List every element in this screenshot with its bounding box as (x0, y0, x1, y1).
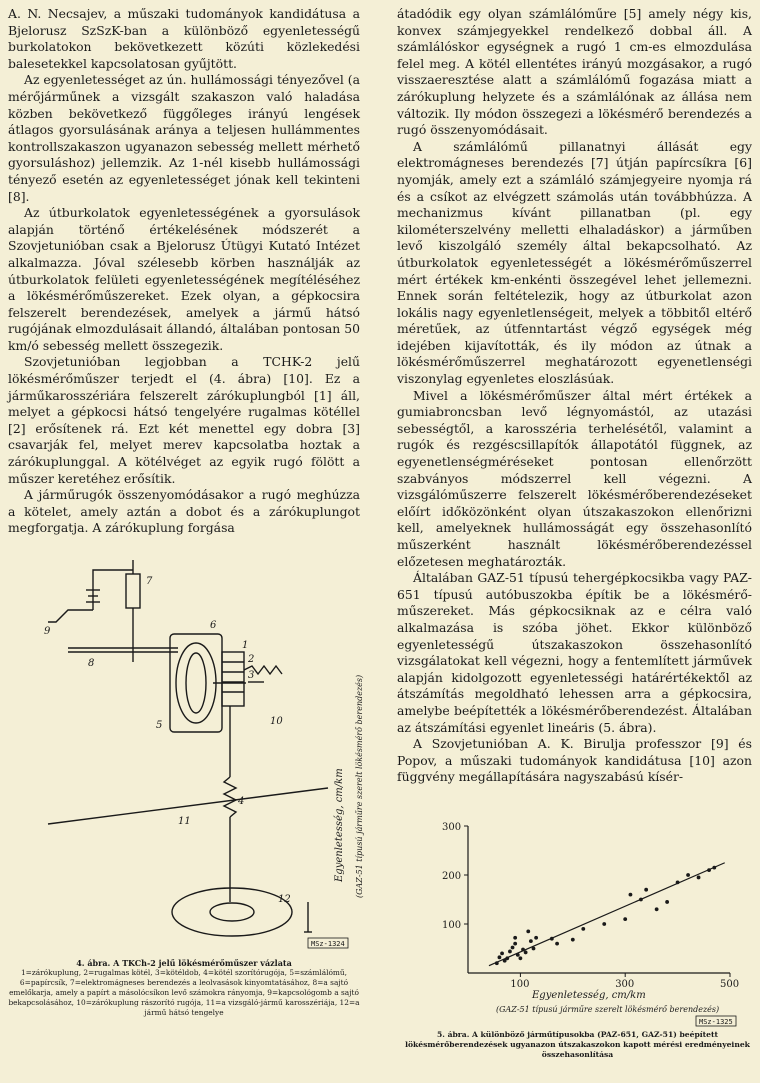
left-column (8, 6, 360, 537)
paragraph: A számlálómű pillanatnyi állását egy elektromágneses berendezés [7] útján papírcsíkra [6] nyomják, amely ezt a számláló számjegyeire nyomja rá és a csíkot az elvégzett számolás után továbbhúzza. A mechanizmus kívánt pillanatban (pl. egy kilométerszelvény melletti elhaladáskor) a járműben levő kiszolgáló személy által bekapcsolható. Az útburkolatok egyenletességét a lökésmérőműszerrel mért értékek km-enkénti összegével lehet jellemezni. Ennek során feltételezik, hogy az útburkolat azon lokális nagy egyenletlenségeit, melyek a többitől eltérő méretűek, az útfenntartást végző egységek még idejében kijavították, és ily módon az útnak a lökésmérőműszerrel meghatározott egyenetlenségi viszonylag egyenletes eloszlásúak. (397, 138, 752, 387)
data-point (500, 952, 504, 956)
label-11: 11 (178, 816, 191, 827)
paragraph: A. N. Necsajev, a műszaki tudományok kandidátusa a Bjelorusz SzSzK-ban a különböző egyenletességű burkolatokon bekövetkezett közúti közlekedési balesetekkel kapcsolatosan gyűjtött. (8, 6, 360, 71)
data-point (495, 961, 499, 965)
paragraph: átadódik egy olyan számlálóműre [5] amely négy kis, konvex számjegyekkel rendelkező dobbal áll. A számlálóskor egységnek a rugó 1 cm-es elmozdulása felel meg. A kötél ellentétes irányú mozgásakor, a rugó visszaeresztése alatt a számlálómű fogazása miatt a zárókuplung helyzete és a számlálónak az állása nem változik. Ily módon összegezi a lökésmérő berendezés a rugó összenyomódásait. (397, 6, 752, 138)
y-axis-sublabel: (GAZ-51 típusú járműre szerelt lökésmérő berendezés) (355, 674, 364, 898)
data-point (524, 951, 528, 955)
data-point (555, 942, 559, 946)
x-axis-label: Egyenletesség, cm/km (532, 990, 646, 1001)
x-axis-sublabel: (GAZ-51 típusú járműre szerelt lökésmérő berendezés) (496, 1005, 720, 1014)
label-4: 4 (238, 796, 245, 807)
data-point (516, 953, 520, 957)
data-point (686, 873, 690, 877)
data-point (521, 948, 525, 952)
figure-stamp: MSz-1324 (311, 940, 345, 948)
paragraph: Szovjetunióban legjobban a TCHK-2 jelű lökésmérőműszer terjedt el (4. ábra) [10]. Ez a járműkarosszériára felszerelt zárókuplungból [1] áll, melyet a gépkocsi hátsó tengelyére rugalmas kötéllel [2] erősítenek rá. Ezt két menettel egy dobra [3] csavarják fel, melyet merev kapcsolatba hoztak a zárókuplunggal. A kötélvéget az egyik rugó fölött a műszer keretéhez erősítik. (8, 354, 360, 486)
y-tick-label: 100 (442, 920, 462, 931)
data-point (665, 900, 669, 904)
x-tick-label: 500 (720, 979, 740, 990)
label-2: 2 (248, 654, 255, 665)
right-column (397, 6, 752, 786)
label-8: 8 (88, 658, 95, 669)
data-point (498, 955, 502, 959)
data-point (526, 929, 530, 933)
data-point (602, 922, 606, 926)
caption-title: 4. ábra. A TKCh-2 jelű lökésmérőműszer vázlata (76, 958, 292, 968)
paragraph: Általában GAZ-51 típusú tehergépkocsikba vagy PAZ-651 típusú autóbuszokba építik be a lökésmérő-műszereket. Más gépkocsiknak az e célra való alkalmazása is szóba jöhet. Ekkor különböző egyenletességű útszakaszokon összehasonlító vizsgálatokat kell végezni, hogy a fentemlített járművek alapján kidolgozott egyenletességi határértékektől az átszámítás megoldható lehessen arra a gépkocsira, amelybe beépítették a lökésmérőberendezést. Általában az átszámítási egyenlet lineáris (5. ábra). (397, 570, 752, 735)
shock-meter-schematic (8, 552, 360, 952)
paragraph: A járműrugók összenyomódásakor a rugó meghúzza a kötelet, amely aztán a dobot és a zárókuplungot megforgatja. A zárókuplung forgása (8, 487, 360, 536)
data-point (532, 947, 536, 951)
figure-4-caption (8, 958, 360, 1018)
x-tick-label: 100 (510, 979, 530, 990)
label-10: 10 (270, 716, 283, 727)
data-point (529, 939, 533, 943)
data-point (519, 956, 523, 960)
data-point (513, 936, 517, 940)
label-7: 7 (146, 576, 153, 587)
data-point (629, 893, 633, 897)
figure-5-caption: 5. ábra. A különböző járműtípusokba (PAZ-651, GAZ-51) beépített lökésmérőberendezések ugyanazon útszakaszokon kapott mérési eredményeinek összehasonlítása (405, 1030, 750, 1059)
data-point (676, 880, 680, 884)
data-point (511, 946, 515, 950)
label-3: 3 (248, 670, 255, 681)
paragraph: Az egyenletességet az ún. hullámossági tényezővel (a mérőjárműnek a vizsgált szakaszon való haladása közben bekövetkező függőleges irányú lengések átlagos gyorsulásának aránya a teljesen hullámmentes kontrollszakaszon ugyanazon sebesség mellett mérhető gyorsuláshoz) jellemzik. Az 1-nél kisebb hullámossági tényező esetén az egyenletességet jónak kell tekinteni [8]. (8, 72, 361, 204)
label-5: 5 (156, 720, 163, 731)
data-point (644, 888, 648, 892)
data-point (513, 942, 517, 946)
y-tick-label: 300 (442, 822, 462, 833)
paragraph: A Szovjetunióban A. K. Birulja professzor [9] és Popov, a műszaki tudományok kandidátusa [10] azon függvény megállapítására nagyszabású kísér- (397, 736, 752, 785)
caption-body: 1=zárókuplung, 2=rugalmas kötél, 3=kötéldob, 4=kötél szorítórugója, 5=számlálómű, 6=papírcsík, 7=elektromágneses berendezés a leolvasások kinyomtatásához, 8=a sajtó emelőkarja, amely a papírt a másolócsíkon levő számokra rányomja, 9=kapcsológomb a sajtó bekapcsolásához, 10=zárókuplung rászorító rugója, 11=a vizsgáló-jármű karosszériája, 12=a jármű hátsó tengelye (8, 968, 360, 1017)
data-point (550, 937, 554, 941)
paragraph: Az útburkolatok egyenletességének a gyorsulások alapján történő értékelésének módszerét a Szovjetunióban csak a Bjelorusz Útügyi Kutató Intézet alkalmazza. Jóval szélesebb körben használják az útburkolatok felületi egyenletességének megítéléséhez a lökésmérőműszereket. Ezek olyan, a gépkocsira felszerelt berendezések, amelyek a jármű hátsó rugójának elmozdulásait állandó, általában pontosan 50 km/ó sebesség mellett összegezik. (8, 205, 360, 353)
data-point (571, 938, 575, 942)
chart-stamp: MSz-1325 (699, 1018, 733, 1026)
figure-4-diagram (8, 552, 360, 952)
data-point (581, 927, 585, 931)
data-point (505, 956, 509, 960)
label-6: 6 (210, 620, 217, 631)
x-tick-label: 300 (615, 979, 635, 990)
y-axis-label: Egyenletesség, cm/km (334, 768, 345, 882)
data-point (623, 917, 627, 921)
data-point (639, 898, 643, 902)
label-12: 12 (278, 894, 291, 905)
y-tick-label: 200 (442, 871, 462, 882)
paragraph: Mivel a lökésmérőműszer által mért értékek a gumiabroncsban levő légnyomástól, az utazási sebességtől, a karosszéria terhelésétől, valamint a rugók és rezgéscsillapítók állapotától függnek, az egyenetlenségméréseket pontosan ellenőrzött szabványos módszerrel kell végezni. A vizsgálóműszerre felszerelt lökésmérőberendezéseket előírt időközönként olyan útszakaszokon ellenőrizni kell, amelyeknek hullámosságát egy összehasonlító műszerként használt lökésmérőberendezéssel előzetesen meghatározták. (397, 387, 752, 569)
data-point (707, 868, 711, 872)
data-point (534, 936, 538, 940)
data-point (697, 876, 701, 880)
label-9: 9 (44, 626, 51, 637)
label-1: 1 (242, 640, 249, 651)
data-point (655, 907, 659, 911)
data-point (508, 950, 512, 954)
data-point (712, 866, 716, 870)
